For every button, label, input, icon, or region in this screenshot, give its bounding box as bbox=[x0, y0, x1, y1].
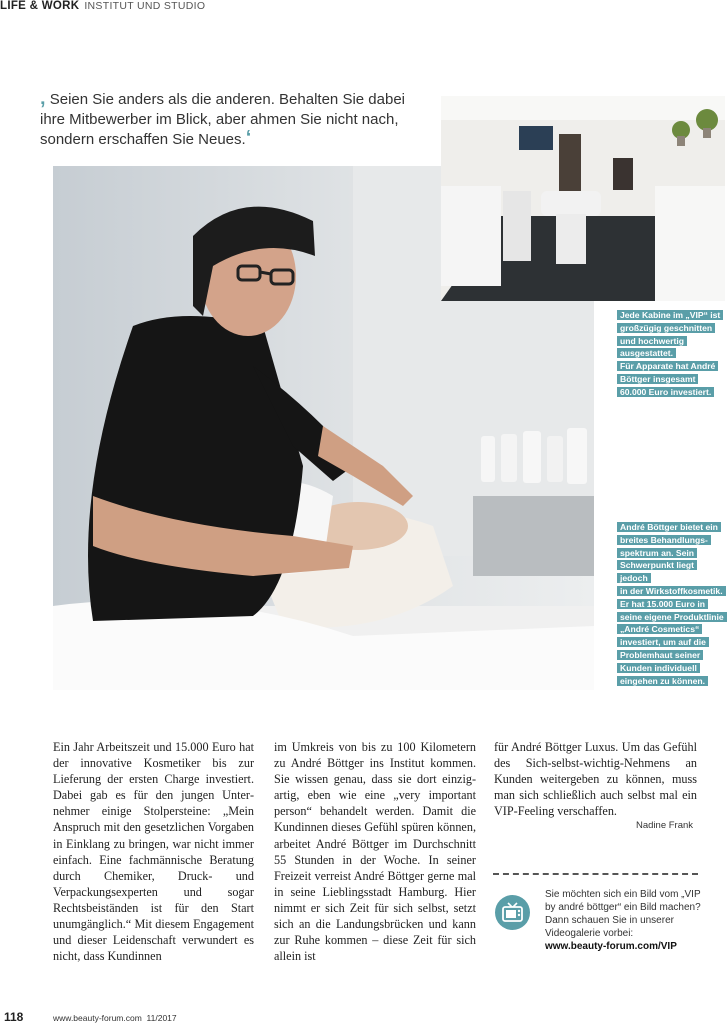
section-subtitle: INSTITUT UND STUDIO bbox=[84, 0, 206, 12]
caption-line-text: großzügig geschnitten bbox=[617, 323, 715, 333]
footer bbox=[53, 1013, 177, 1023]
caption-line bbox=[617, 309, 727, 322]
caption-line-text: und hochwertig bbox=[617, 336, 687, 346]
article-column-1: Ein Jahr Arbeitszeit und 15.000 Euro hat der innovative Kosmetiker bis zur Lieferung der ersten Charge investiert. Dabei gab es für den jungen Unternehmer einige Stolpersteine: „Mein Anspruch mit den gesetzlichen Vorgaben in Einklang zu bringen, war nicht immer einfach. Eine fachmännische Beratung durch Chemiker, Druck- und Verpackungsexperten und sogar Rechtsbeiständen ist für den Start unumgänglich.“ Mit diesem Engagement und dieser Leidenschaft verwundert es nicht, dass Kundinnen bbox=[53, 740, 254, 964]
section-header bbox=[0, 0, 205, 12]
caption-line bbox=[617, 636, 727, 649]
section-title: LIFE & WORK bbox=[0, 0, 80, 12]
caption-line-text: André Böttger bietet ein bbox=[617, 522, 721, 532]
caption-line bbox=[617, 675, 727, 688]
caption-line bbox=[617, 611, 727, 624]
author-name: Nadine Frank bbox=[636, 820, 694, 831]
caption-line-text: 60.000 Euro investiert. bbox=[617, 387, 714, 397]
pull-quote bbox=[40, 87, 432, 150]
caption-line bbox=[617, 322, 727, 335]
footer-issue: 11/2017 bbox=[146, 1013, 177, 1023]
caption-line-text: „André Cosmetics“ bbox=[617, 624, 702, 634]
footer-site[interactable]: www.beauty-forum.com bbox=[53, 1013, 142, 1023]
caption-line-text: eingehen zu können. bbox=[617, 676, 708, 686]
caption-line-text: Schwerpunkt liegt jedoch bbox=[617, 560, 697, 583]
caption-line-text: Für Apparate hat André bbox=[617, 361, 718, 371]
promo-text: Sie möchten sich ein Bild vom „VIP by andré böttger“ ein Bild machen? Dann schauen Sie in unserer Videogalerie vorbei: bbox=[545, 889, 701, 939]
tv-icon bbox=[495, 895, 530, 930]
article-column-2: im Umkreis von bis zu 100 Kilometern zu André Böttger ins Institut kommen. Sie wissen genau, dass sie dort einzigartig, eben wie eine „very important person“ behandelt werden. Damit die Kundinnen dieses Gefühl spüren können, arbeitet André Böttger im Durchschnitt 55 Stunden in der Woche. In seiner Freizeit verreist André Böttger gerne mal in seine Lieblingsstadt Hamburg. Hier nimmt er sich Zeit für sich selbst, setzt sich an die Landungsbrücken und kann zur Ruhe kommen – diese Zeit für sich allein ist bbox=[274, 740, 476, 964]
caption-line bbox=[617, 386, 727, 399]
caption-line-text: Böttger insgesamt bbox=[617, 374, 698, 384]
caption-line bbox=[617, 598, 727, 611]
caption-line-text: breites Behandlungs- bbox=[617, 535, 711, 545]
caption-line-text: spektrum an. Sein bbox=[617, 548, 697, 558]
caption-line bbox=[617, 559, 727, 585]
caption-line-text: Problemhaut seiner bbox=[617, 650, 703, 660]
caption-line-text: ausgestattet. bbox=[617, 348, 676, 358]
caption-cabin bbox=[617, 309, 727, 399]
caption-treatment bbox=[617, 521, 727, 687]
page-number: 118 bbox=[4, 1010, 24, 1024]
article-column-3: für André Böttger Luxus. Um das Gefühl des Sich-selbst-wichtig-Nehmens an Kunden weitergeben zu können, muss man sich schließlich auch selbst mal ein VIP-Feeling verschaffen. bbox=[494, 740, 697, 819]
caption-line bbox=[617, 521, 727, 534]
divider bbox=[493, 873, 698, 875]
caption-line-text: Er hat 15.000 Euro in bbox=[617, 599, 708, 609]
caption-line-text: Kunden individuell bbox=[617, 663, 700, 673]
caption-line bbox=[617, 360, 727, 373]
pull-quote-text: Seien Sie anders als die anderen. Behalten Sie dabei ihre Mitbewerber im Blick, aber ahmen Sie nicht nach, sondern erschaffen Sie Neues. bbox=[40, 91, 405, 148]
video-promo bbox=[545, 888, 710, 953]
promo-link[interactable]: www.beauty-forum.com/VIP bbox=[545, 941, 677, 952]
caption-line bbox=[617, 623, 727, 636]
caption-line bbox=[617, 534, 727, 547]
photo-cabin bbox=[441, 96, 725, 301]
caption-line-text: Jede Kabine im „VIP“ ist bbox=[617, 310, 723, 320]
caption-line bbox=[617, 662, 727, 675]
caption-line bbox=[617, 649, 727, 662]
caption-line bbox=[617, 585, 727, 598]
photo-cabin-illustration bbox=[441, 96, 725, 301]
caption-line bbox=[617, 373, 727, 386]
caption-line bbox=[617, 347, 727, 360]
caption-line-text: investiert, um auf die bbox=[617, 637, 709, 647]
caption-line-text: in der Wirkstoffkosmetik. bbox=[617, 586, 726, 596]
quote-close-icon: ‘ bbox=[245, 127, 252, 149]
caption-line bbox=[617, 335, 727, 348]
tv-icon-glyph bbox=[495, 895, 530, 930]
quote-open-icon: ‚ bbox=[40, 87, 46, 109]
caption-line bbox=[617, 547, 727, 560]
caption-line-text: seine eigene Produktlinie bbox=[617, 612, 727, 622]
